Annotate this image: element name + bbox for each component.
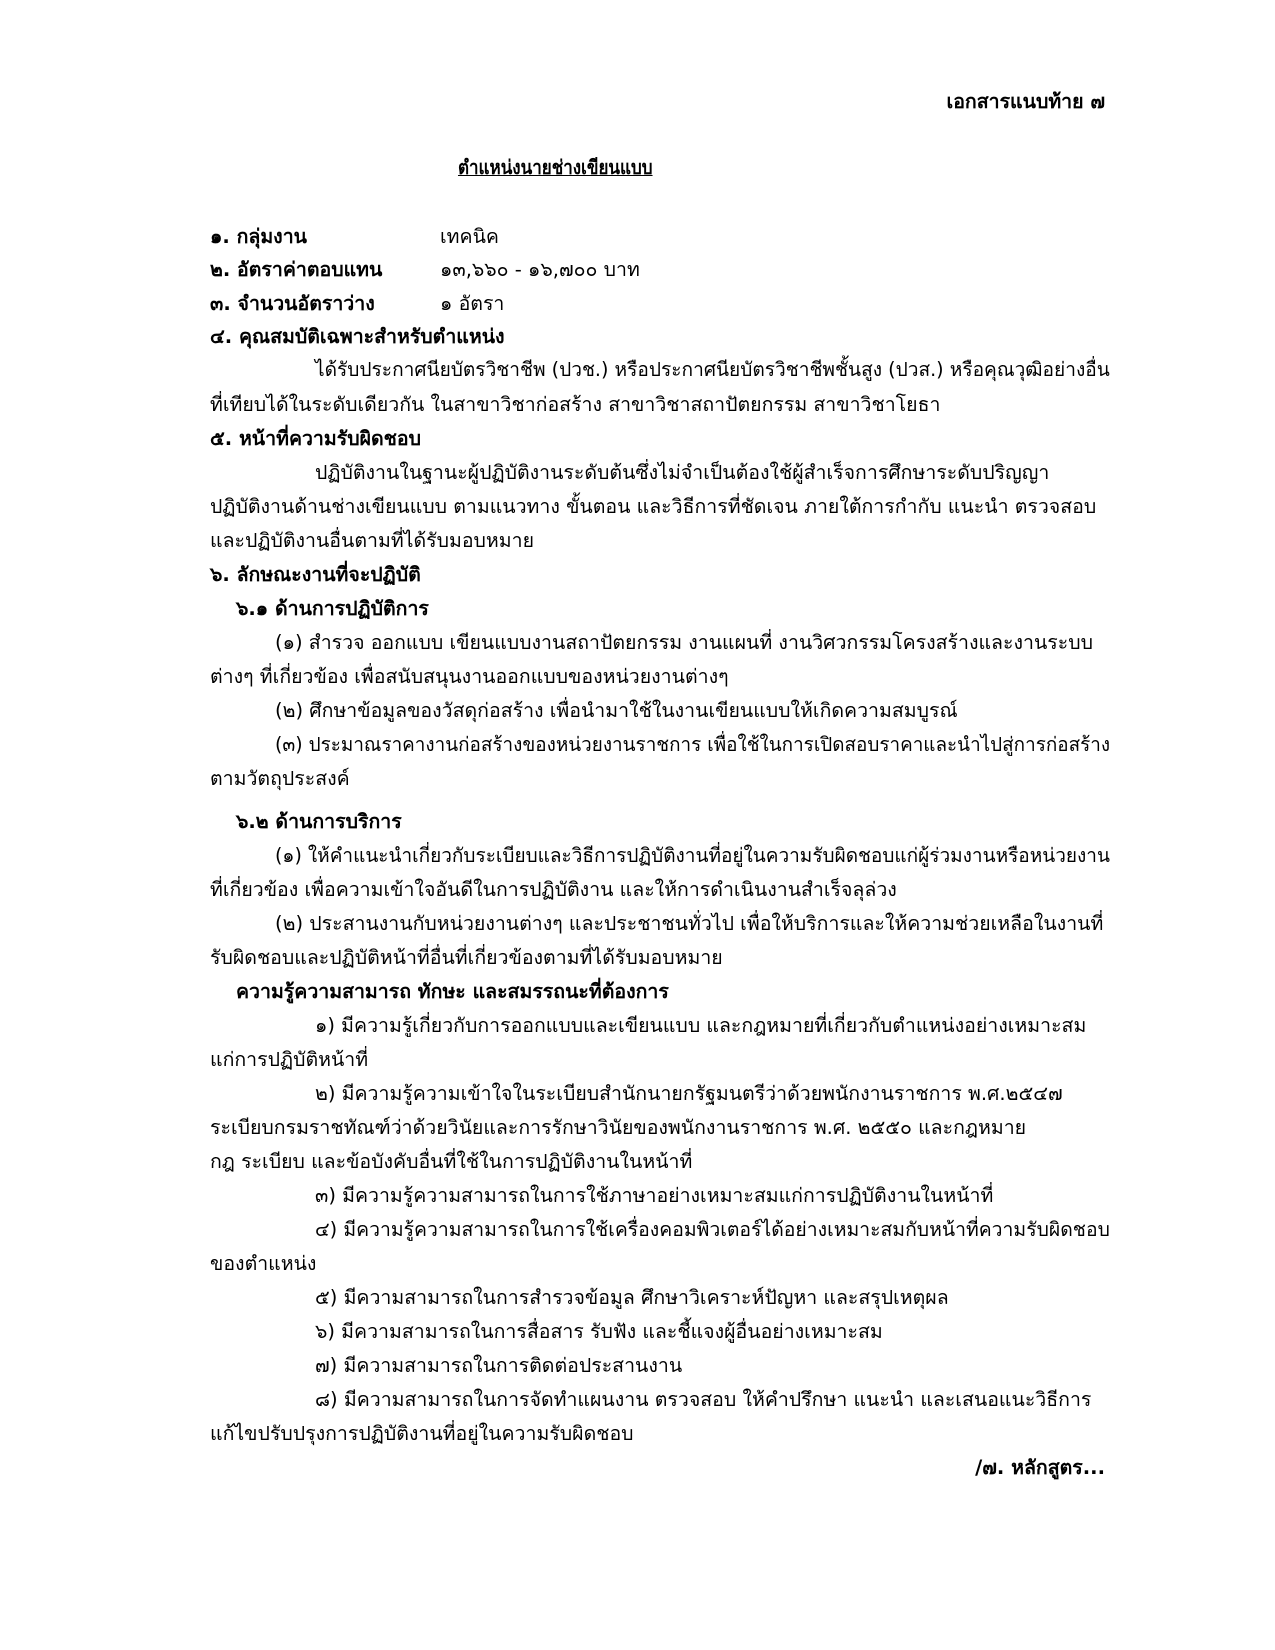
item-salary-label: ๒. อัตราค่าตอบแทน — [210, 258, 383, 281]
section-6-1-item: (๒) ศึกษาข้อมูลของวัสดุก่อสร้าง เพื่อนำมาใช้ในงานเขียนแบบให้เกิดความสมบูรณ์ — [275, 699, 958, 722]
continuation-note: /๗. หลักสูตร... — [975, 1456, 1105, 1479]
section-4-heading: ๔. คุณสมบัติเฉพาะสำหรับตำแหน่ง — [210, 325, 505, 348]
section-5-text: ปฏิบัติงานในฐานะผู้ปฏิบัติงานระดับต้นซึ่งไม่จำเป็นต้องใช้ผู้สำเร็จการศึกษาระดับปริญญา — [315, 461, 1050, 484]
competency-item: ๘) มีความสามารถในการจัดทำแผนงาน ตรวจสอบ ให้คำปรึกษา แนะนำ และเสนอแนะวิธีการ — [315, 1388, 1092, 1411]
section-4-text: ที่เทียบได้ในระดับเดียวกัน ในสาขาวิชาก่อสร้าง สาขาวิชาสถาปัตยกรรม สาขาวิชาโยธา — [210, 393, 941, 416]
section-5-heading: ๕. หน้าที่ความรับผิดชอบ — [210, 427, 422, 450]
competency-item: ระเบียบกรมราชทัณฑ์ว่าด้วยวินัยและการรักษาวินัยของพนักงานราชการ พ.ศ. ๒๕๕๐ และกฎหมาย — [210, 1116, 1027, 1139]
section-5-text: ปฏิบัติงานด้านช่างเขียนแบบ ตามแนวทาง ขั้นตอน และวิธีการที่ชัดเจน ภายใต้การกำกับ แนะนำ ตรวจสอบ — [210, 495, 1097, 518]
item-vacancies-label: ๓. จำนวนอัตราว่าง — [210, 292, 375, 315]
attachment-label: เอกสารแนบท้าย ๗ — [946, 90, 1105, 113]
section-6-1-item: ต่างๆ ที่เกี่ยวข้อง เพื่อสนับสนุนงานออกแบบของหน่วยงานต่างๆ — [210, 665, 729, 688]
section-6-heading: ๖. ลักษณะงานที่จะปฏิบัติ — [210, 563, 421, 586]
competency-item: ๖) มีความสามารถในการสื่อสาร รับฟัง และชี้แจงผู้อื่นอย่างเหมาะสม — [315, 1320, 883, 1343]
competency-item: ๒) มีความรู้ความเข้าใจในระเบียบสำนักนายกรัฐมนตรีว่าด้วยพนักงานราชการ พ.ศ.๒๕๔๗ — [315, 1082, 1063, 1105]
section-5-text: และปฏิบัติงานอื่นตามที่ได้รับมอบหมาย — [210, 529, 535, 552]
competency-item: กฎ ระเบียบ และข้อบังคับอื่นที่ใช้ในการปฏิบัติงานในหน้าที่ — [210, 1150, 693, 1173]
section-4-text: ได้รับประกาศนียบัตรวิชาชีพ (ปวช.) หรือประกาศนียบัตรวิชาชีพชั้นสูง (ปวส.) หรือคุณวุฒิอย่างอื่น — [315, 358, 1110, 381]
competency-item: ๗) มีความสามารถในการติดต่อประสานงาน — [315, 1354, 683, 1377]
competency-item: ๔) มีความรู้ความสามารถในการใช้เครื่องคอมพิวเตอร์ได้อย่างเหมาะสมกับหน้าที่ความรับผิดชอบ — [315, 1218, 1110, 1241]
section-6-2-item: (๑) ให้คำแนะนำเกี่ยวกับระเบียบและวิธีการปฏิบัติงานที่อยู่ในความรับผิดชอบแก่ผู้ร่วมงานหรือหน่วยงาน — [275, 844, 1110, 867]
competency-heading: ความรู้ความสามารถ ทักษะ และสมรรถนะที่ต้องการ — [236, 980, 669, 1003]
page-title: ตำแหน่งนายช่างเขียนแบบ — [457, 156, 653, 179]
competency-item: ๑) มีความรู้เกี่ยวกับการออกแบบและเขียนแบบ และกฎหมายที่เกี่ยวกับตำแหน่งอย่างเหมาะสม — [315, 1014, 1087, 1037]
competency-item: แก้ไขปรับปรุงการปฏิบัติงานที่อยู่ในความรับผิดชอบ — [210, 1422, 634, 1445]
section-6-2-heading: ๖.๒ ด้านการบริการ — [236, 810, 402, 833]
section-6-2-item: รับผิดชอบและปฏิบัติหน้าที่อื่นที่เกี่ยวข้องตามที่ได้รับมอบหมาย — [210, 946, 723, 969]
item-group — [210, 227, 307, 247]
section-6-1-item: ตามวัตถุประสงค์ — [210, 767, 350, 790]
competency-item: ของตำแหน่ง — [210, 1252, 317, 1275]
competency-item: ๕) มีความสามารถในการสำรวจข้อมูล ศึกษาวิเคราะห์ปัญหา และสรุปเหตุผล — [315, 1286, 949, 1309]
section-6-1-item: (๓) ประมาณราคางานก่อสร้างของหน่วยงานราชการ เพื่อใช้ในการเปิดสอบราคาและนำไปสู่การก่อสร้าง — [275, 733, 1111, 756]
item-group-value: เทคนิค — [440, 225, 499, 248]
section-6-2-item: (๒) ประสานงานกับหน่วยงานต่างๆ และประชาชนทั่วไป เพื่อให้บริการและให้ความช่วยเหลือในงานที่ — [275, 912, 1104, 935]
section-6-1-item: (๑) สำรวจ ออกแบบ เขียนแบบงานสถาปัตยกรรม งานแผนที่ งานวิศวกรรมโครงสร้างและงานระบบ — [275, 631, 1093, 654]
item-vacancies-value: ๑ อัตรา — [440, 292, 505, 315]
competency-item: ๓) มีความรู้ความสามารถในการใช้ภาษาอย่างเหมาะสมแก่การปฏิบัติงานในหน้าที่ — [315, 1184, 994, 1207]
section-6-2-item: ที่เกี่ยวข้อง เพื่อความเข้าใจอันดีในการปฏิบัติงาน และให้การดำเนินงานสำเร็จลุล่วง — [210, 878, 897, 901]
item-group-label: ๑. กลุ่มงาน — [210, 225, 307, 248]
item-salary-value: ๑๓,๖๖๐ - ๑๖,๗๐๐ บาท — [440, 258, 640, 281]
section-6-1-heading: ๖.๑ ด้านการปฏิบัติการ — [236, 597, 429, 620]
competency-item: แก่การปฏิบัติหน้าที่ — [210, 1048, 369, 1071]
